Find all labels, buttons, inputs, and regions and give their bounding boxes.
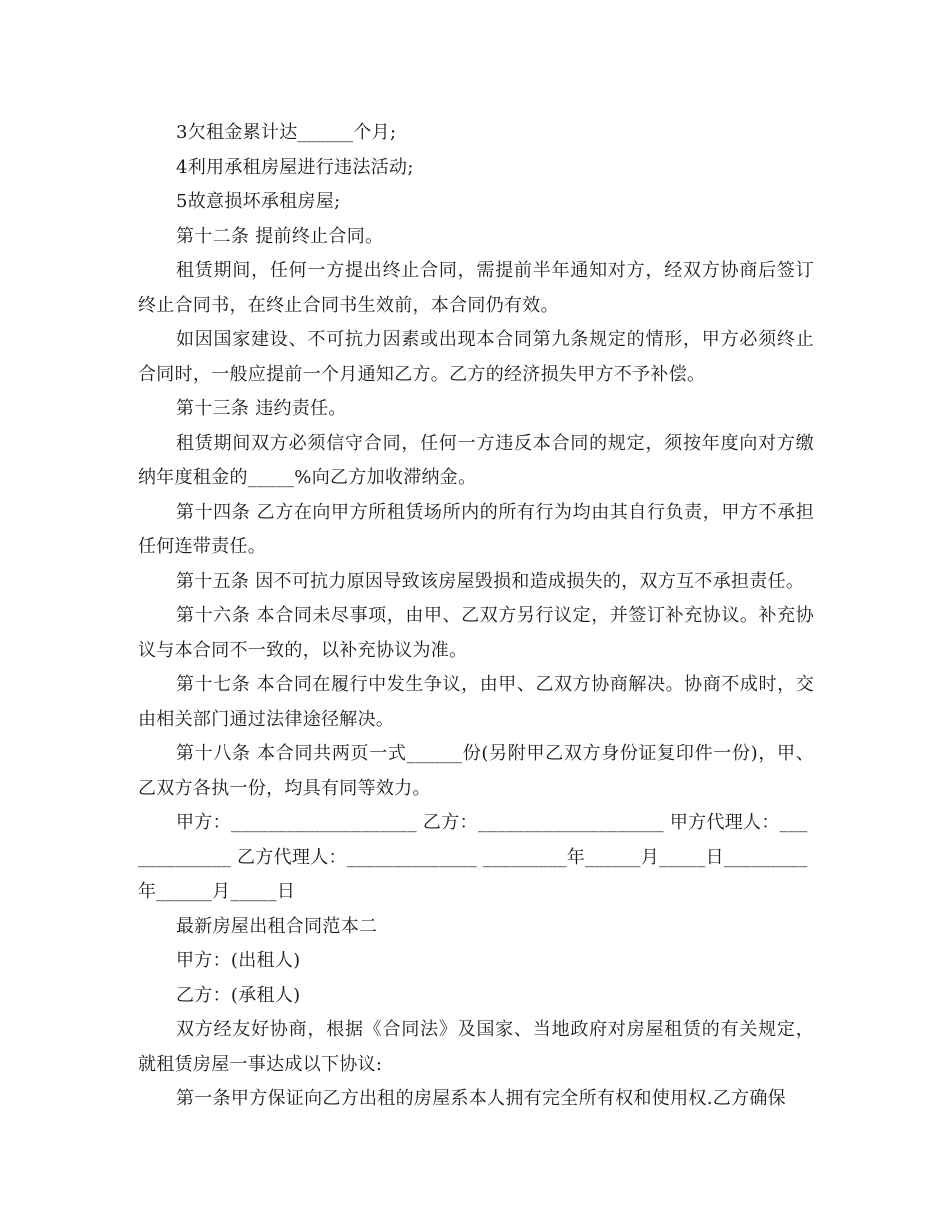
article-17: 第十七条 本合同在履行中发生争议，由甲、乙双方协商解决。协商不成时，交由相关部门通过法律途径解决。	[138, 674, 814, 730]
article-13-heading: 第十三条 违约责任。	[176, 398, 347, 419]
clause-arrears: 3欠租金累计达______个月;	[176, 122, 397, 143]
article-12-paragraph-2: 如因国家建设、不可抗力因素或出现本合同第九条规定的情形，甲方必须终止合同时，一般应提前一个月通知乙方。乙方的经济损失甲方不予补偿。	[138, 329, 814, 385]
clause-illegal-use: 4利用承租房屋进行违法活动;	[176, 156, 414, 178]
party-b-label: 乙方：(承租人)	[176, 984, 301, 1006]
article-16: 第十六条 本合同未尽事项，由甲、乙双方另行议定，并签订补充协议。补充协议与本合同不一致的，以补充协议为准。	[138, 605, 814, 661]
template-two-title: 最新房屋出租合同范本二	[176, 915, 378, 937]
signature-block: 甲方：____________________ 乙方：____________________ 甲方代理人：_____________ 乙方代理人：______________ _________年______月_____日_________年______月_____日	[138, 812, 808, 902]
article-12-heading: 第十二条 提前终止合同。	[176, 225, 384, 247]
article-15: 第十五条 因不可抗力原因导致该房屋毁损和造成损失的，双方互不承担责任。	[176, 570, 805, 592]
article-1: 第一条甲方保证向乙方出租的房屋系本人拥有完全所有权和使用权.乙方确保	[176, 1088, 786, 1109]
article-18: 第十八条 本合同共两页一式______份(另附甲乙双方身份证复印件一份)，甲、乙双方各执一份，均具有同等效力。	[138, 743, 814, 799]
preamble: 双方经友好协商，根据《合同法》及国家、当地政府对房屋租赁的有关规定，就租赁房屋一事达成以下协议:	[138, 1019, 814, 1075]
party-a-label: 甲方：(出租人)	[176, 950, 301, 971]
article-12-paragraph-1: 租赁期间，任何一方提出终止合同，需提前半年通知对方，经双方协商后签订终止合同书，在终止合同书生效前，本合同仍有效。	[138, 260, 814, 316]
article-13-paragraph: 租赁期间双方必须信守合同，任何一方违反本合同的规定，须按年度向对方缴纳年度租金的_____%向乙方加收滞纳金。	[138, 432, 814, 488]
article-14: 第十四条 乙方在向甲方所租赁场所内的所有行为均由其自行负责，甲方不承担任何连带责任。	[138, 501, 814, 557]
clause-damage: 5故意损坏承租房屋;	[176, 191, 341, 212]
document-body	[138, 116, 814, 1117]
